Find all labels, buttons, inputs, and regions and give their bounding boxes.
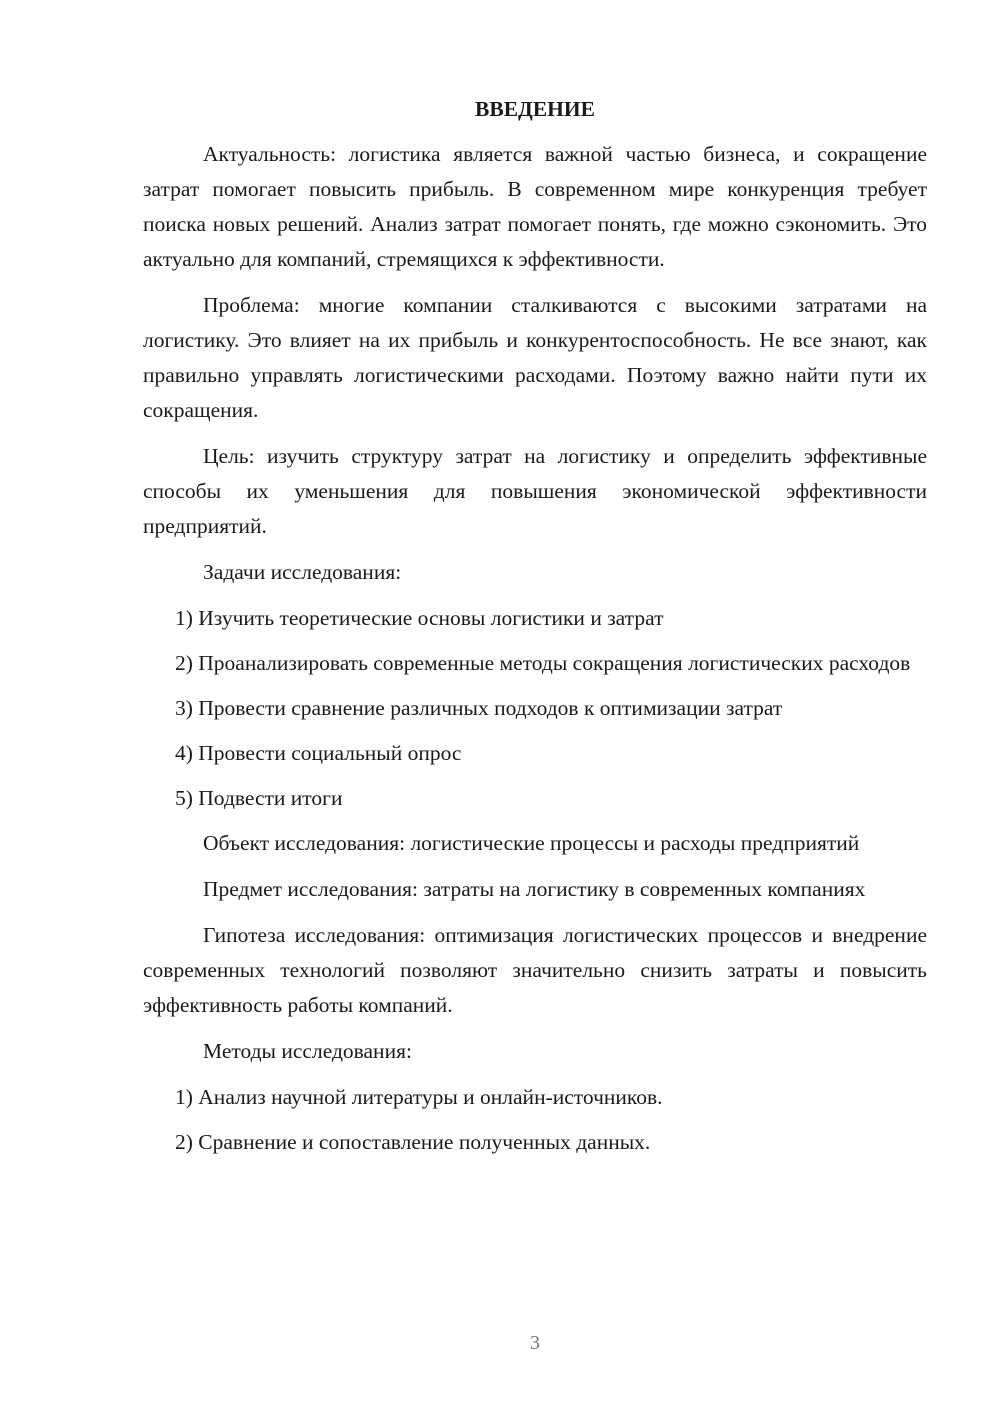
method-item: 2) Сравнение и сопоставление полученных данных. (175, 1130, 651, 1154)
tasks-heading: Задачи исследования: (203, 560, 402, 584)
method-item: 1) Анализ научной литературы и онлайн-источников. (175, 1085, 663, 1109)
subject-paragraph: Предмет исследования: затраты на логистику в современных компаниях (203, 877, 866, 901)
hypothesis-paragraph: Гипотеза исследования: оптимизация логистических процессов и внедрение современных технологий позволяют значительно снизить затраты и повысить эффективность работы компаний. (143, 923, 927, 1017)
task-item: 1) Изучить теоретические основы логистики и затрат (175, 606, 664, 630)
task-item: 5) Подвести итоги (175, 786, 343, 810)
problem-paragraph: Проблема: многие компании сталкиваются с высокими затратами на логистику. Это влияет на их прибыль и конкурентоспособность. Не все знают, как правильно управлять логистическими расходами. Поэтому важно найти пути их сокращения. (143, 293, 927, 422)
relevance-paragraph: Актуальность: логистика является важной частью бизнеса, и сокращение затрат помогает повысить прибыль. В современном мире конкуренция требует поиска новых решений. Анализ затрат помогает понять, где можно сэкономить. Это актуально для компаний, стремящихся к эффективности. (143, 142, 927, 271)
section-title: ВВЕДЕНИЕ (475, 97, 595, 121)
object-paragraph: Объект исследования: логистические процессы и расходы предприятий (203, 831, 860, 855)
methods-heading: Методы исследования: (203, 1039, 412, 1063)
task-item: 3) Провести сравнение различных подходов к оптимизации затрат (175, 696, 783, 720)
page-number: 3 (530, 1332, 540, 1354)
task-item: 2) Проанализировать современные методы сокращения логистических расходов (175, 651, 911, 675)
document-page (143, 92, 927, 1170)
goal-paragraph: Цель: изучить структуру затрат на логистику и определить эффективные способы их уменьшения для повышения экономической эффективности предприятий. (143, 444, 927, 538)
task-item: 4) Провести социальный опрос (175, 741, 462, 765)
